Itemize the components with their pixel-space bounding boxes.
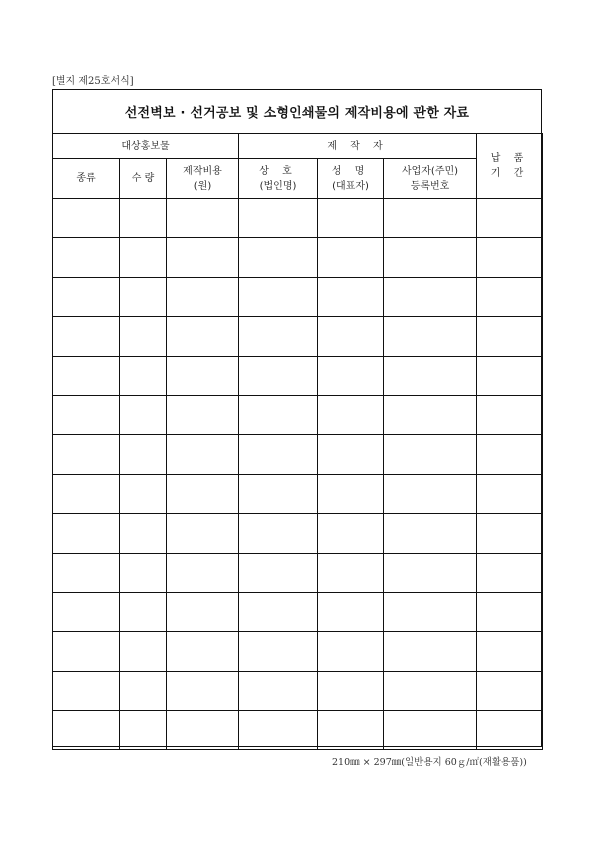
cell-representative-name[interactable] xyxy=(318,395,384,434)
header-kind: 종류 xyxy=(53,159,120,199)
cell-kind[interactable] xyxy=(53,671,120,710)
cell-production-cost[interactable] xyxy=(167,671,239,710)
cell-production-cost[interactable] xyxy=(167,592,239,631)
cell-kind[interactable] xyxy=(53,238,120,277)
cell-production-cost[interactable] xyxy=(167,711,239,750)
cell-delivery-period[interactable] xyxy=(477,474,543,513)
cell-company-name[interactable] xyxy=(239,553,318,592)
table-row xyxy=(53,671,543,710)
cell-company-name[interactable] xyxy=(239,356,318,395)
cell-representative-name[interactable] xyxy=(318,238,384,277)
cell-company-name[interactable] xyxy=(239,474,318,513)
cell-company-name[interactable] xyxy=(239,514,318,553)
table-row xyxy=(53,592,543,631)
cell-kind[interactable] xyxy=(53,356,120,395)
cell-kind[interactable] xyxy=(53,553,120,592)
cell-production-cost[interactable] xyxy=(167,395,239,434)
cell-quantity[interactable] xyxy=(120,199,167,238)
header-production-cost: 제작비용 (원) xyxy=(167,159,239,199)
cell-company-name[interactable] xyxy=(239,317,318,356)
table-row xyxy=(53,632,543,671)
table-row xyxy=(53,199,543,238)
cell-quantity[interactable] xyxy=(120,474,167,513)
cell-kind[interactable] xyxy=(53,199,120,238)
cell-representative-name[interactable] xyxy=(318,553,384,592)
header-target-items: 대상홍보물 xyxy=(53,134,239,159)
paper-spec-footer: 210㎜ × 297㎜(일반용지 60ｇ/㎡(재활용품)) xyxy=(332,757,527,768)
cell-quantity[interactable] xyxy=(120,277,167,316)
cell-production-cost[interactable] xyxy=(167,356,239,395)
cell-representative-name[interactable] xyxy=(318,277,384,316)
cell-registration-number[interactable] xyxy=(384,395,477,434)
header-registration-number: 사업자(주민) 등록번호 xyxy=(384,159,477,199)
cell-company-name[interactable] xyxy=(239,632,318,671)
cell-delivery-period[interactable] xyxy=(477,711,543,750)
cell-representative-name[interactable] xyxy=(318,474,384,513)
cell-production-cost[interactable] xyxy=(167,238,239,277)
cell-representative-name[interactable] xyxy=(318,592,384,631)
cell-representative-name[interactable] xyxy=(318,317,384,356)
cell-quantity[interactable] xyxy=(120,632,167,671)
cell-delivery-period[interactable] xyxy=(477,238,543,277)
table-body xyxy=(53,199,543,750)
table-row xyxy=(53,277,543,316)
cell-registration-number[interactable] xyxy=(384,671,477,710)
cell-kind[interactable] xyxy=(53,395,120,434)
cell-registration-number[interactable] xyxy=(384,632,477,671)
cell-delivery-period[interactable] xyxy=(477,199,543,238)
cell-registration-number[interactable] xyxy=(384,199,477,238)
table-row xyxy=(53,514,543,553)
cell-company-name[interactable] xyxy=(239,435,318,474)
cell-company-name[interactable] xyxy=(239,395,318,434)
cell-quantity[interactable] xyxy=(120,435,167,474)
table-row xyxy=(53,395,543,434)
cell-delivery-period[interactable] xyxy=(477,514,543,553)
cell-registration-number[interactable] xyxy=(384,435,477,474)
cell-production-cost[interactable] xyxy=(167,514,239,553)
cell-delivery-period[interactable] xyxy=(477,592,543,631)
table-row xyxy=(53,474,543,513)
cell-production-cost[interactable] xyxy=(167,277,239,316)
cell-production-cost[interactable] xyxy=(167,553,239,592)
cell-representative-name[interactable] xyxy=(318,632,384,671)
header-quantity: 수 량 xyxy=(120,159,167,199)
cell-delivery-period[interactable] xyxy=(477,277,543,316)
cell-production-cost[interactable] xyxy=(167,474,239,513)
cell-production-cost[interactable] xyxy=(167,435,239,474)
cell-delivery-period[interactable] xyxy=(477,356,543,395)
cell-company-name[interactable] xyxy=(239,277,318,316)
cell-delivery-period[interactable] xyxy=(477,671,543,710)
form-frame xyxy=(52,89,542,747)
cell-kind[interactable] xyxy=(53,711,120,750)
table-row xyxy=(53,553,543,592)
cell-registration-number[interactable] xyxy=(384,474,477,513)
cell-delivery-period[interactable] xyxy=(477,395,543,434)
cell-quantity[interactable] xyxy=(120,592,167,631)
cell-quantity[interactable] xyxy=(120,317,167,356)
cell-company-name[interactable] xyxy=(239,711,318,750)
cost-data-table xyxy=(52,133,543,750)
cell-quantity[interactable] xyxy=(120,238,167,277)
cell-registration-number[interactable] xyxy=(384,553,477,592)
cell-registration-number[interactable] xyxy=(384,277,477,316)
header-delivery-period: 납 품 기 간 xyxy=(477,134,543,199)
table-row xyxy=(53,435,543,474)
cell-delivery-period[interactable] xyxy=(477,632,543,671)
cell-company-name[interactable] xyxy=(239,199,318,238)
cell-company-name[interactable] xyxy=(239,671,318,710)
cell-representative-name[interactable] xyxy=(318,435,384,474)
header-representative-name: 성 명 (대표자) xyxy=(318,159,384,199)
cell-kind[interactable] xyxy=(53,277,120,316)
cell-production-cost[interactable] xyxy=(167,199,239,238)
cell-quantity[interactable] xyxy=(120,395,167,434)
cell-quantity[interactable] xyxy=(120,553,167,592)
cell-representative-name[interactable] xyxy=(318,514,384,553)
cell-representative-name[interactable] xyxy=(318,199,384,238)
cell-delivery-period[interactable] xyxy=(477,317,543,356)
cell-delivery-period[interactable] xyxy=(477,553,543,592)
cell-company-name[interactable] xyxy=(239,238,318,277)
cell-delivery-period[interactable] xyxy=(477,435,543,474)
cell-kind[interactable] xyxy=(53,632,120,671)
cell-quantity[interactable] xyxy=(120,711,167,750)
cell-production-cost[interactable] xyxy=(167,317,239,356)
cell-quantity[interactable] xyxy=(120,671,167,710)
header-company-name: 상 호 (법인명) xyxy=(239,159,318,199)
cell-kind[interactable] xyxy=(53,435,120,474)
cell-representative-name[interactable] xyxy=(318,671,384,710)
cell-registration-number[interactable] xyxy=(384,238,477,277)
form-title: 선전벽보 · 선거공보 및 소형인쇄물의 제작비용에 관한 자료 xyxy=(124,106,470,121)
header-producer: 제 작 자 xyxy=(239,134,477,159)
table-row xyxy=(53,238,543,277)
cell-registration-number[interactable] xyxy=(384,514,477,553)
table-row xyxy=(53,356,543,395)
table-row xyxy=(53,711,543,750)
cell-kind[interactable] xyxy=(53,592,120,631)
cell-registration-number[interactable] xyxy=(384,592,477,631)
cell-quantity[interactable] xyxy=(120,514,167,553)
form-number-label: [별지 제25호서식] xyxy=(52,76,134,87)
cell-company-name[interactable] xyxy=(239,592,318,631)
cell-production-cost[interactable] xyxy=(167,632,239,671)
cell-representative-name[interactable] xyxy=(318,711,384,750)
cell-kind[interactable] xyxy=(53,474,120,513)
cell-representative-name[interactable] xyxy=(318,356,384,395)
cell-registration-number[interactable] xyxy=(384,356,477,395)
cell-registration-number[interactable] xyxy=(384,317,477,356)
cell-quantity[interactable] xyxy=(120,356,167,395)
cell-registration-number[interactable] xyxy=(384,711,477,750)
table-row xyxy=(53,317,543,356)
cell-kind[interactable] xyxy=(53,514,120,553)
cell-kind[interactable] xyxy=(53,317,120,356)
